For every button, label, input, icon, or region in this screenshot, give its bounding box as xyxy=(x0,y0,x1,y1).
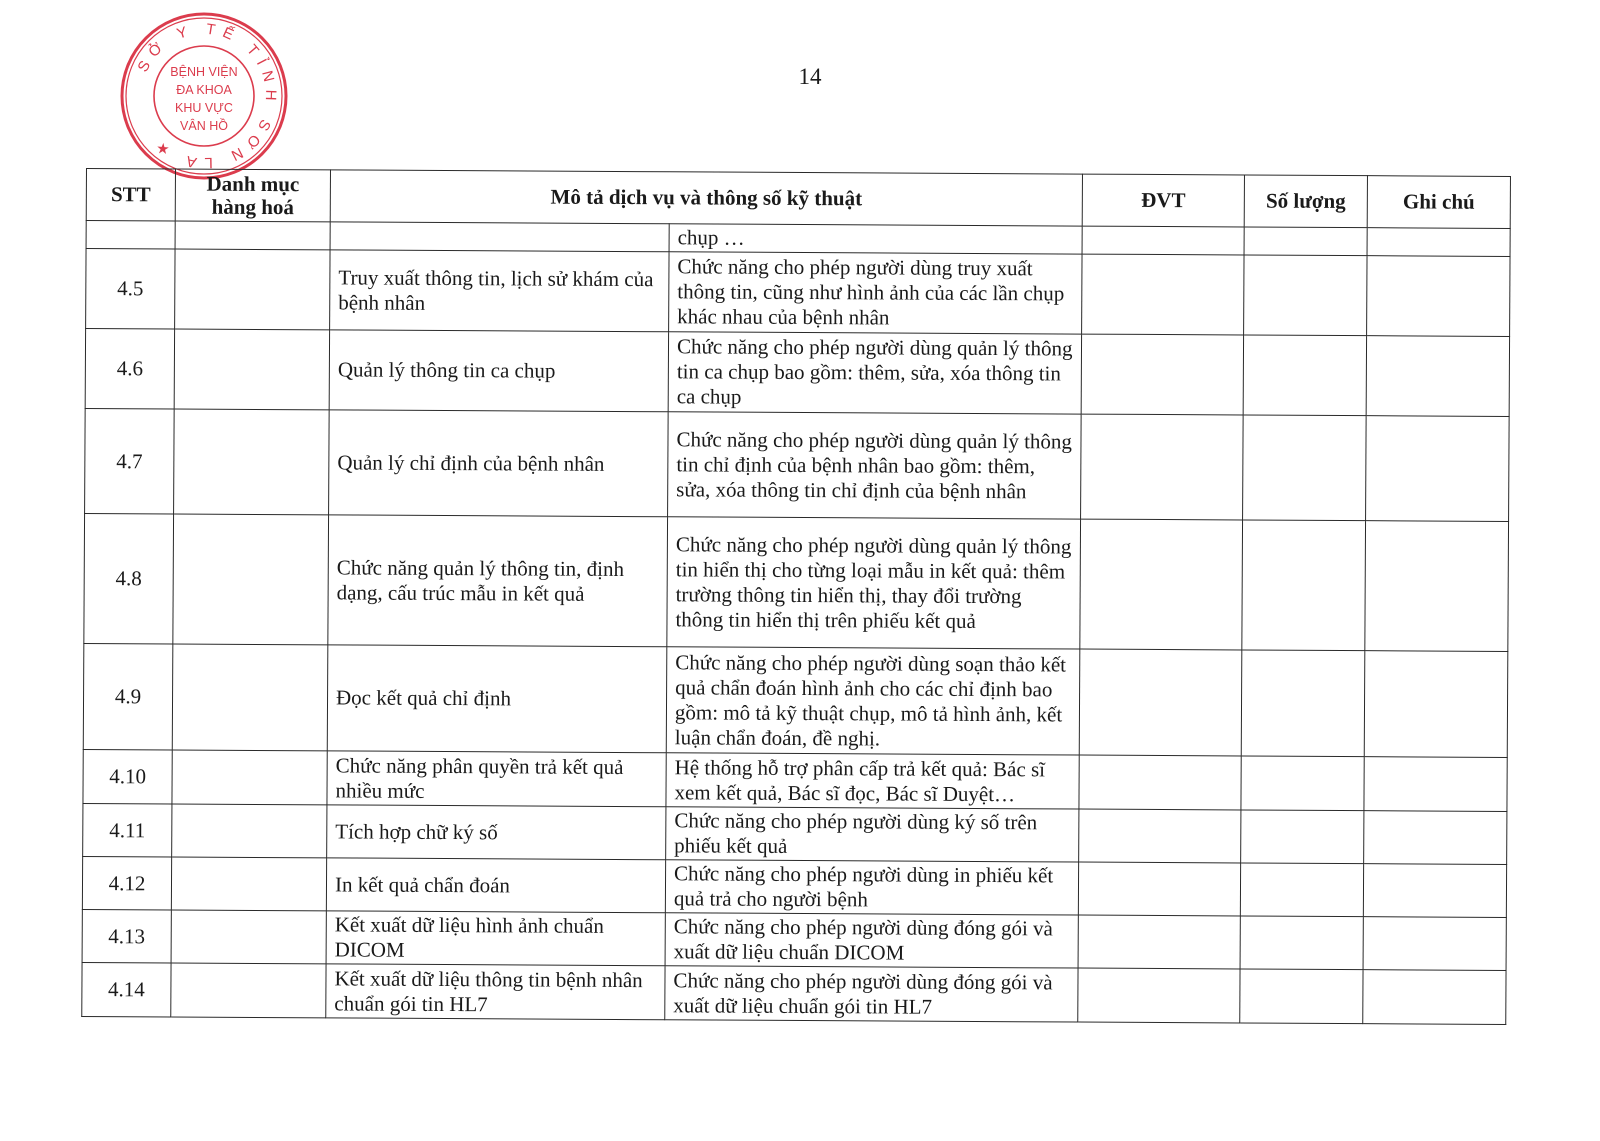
row-quantity xyxy=(1241,756,1364,811)
row-quantity xyxy=(1243,335,1366,416)
svg-text:BỆNH VIỆN: BỆNH VIỆN xyxy=(170,65,238,79)
row-name: Quản lý thông tin ca chụp xyxy=(329,330,668,412)
table-row xyxy=(84,513,1509,651)
row-quantity xyxy=(1240,916,1363,970)
svg-text:KHU VỰC: KHU VỰC xyxy=(175,101,233,115)
row-name: Kết xuất dữ liệu hình ảnh chuẩn DICOM xyxy=(326,911,665,966)
row-stt: 4.12 xyxy=(82,856,171,909)
row-stt: 4.6 xyxy=(85,329,174,409)
row-unit xyxy=(1080,519,1243,650)
row-description: Chức năng cho phép người dùng soạn thảo kết quả chẩn đoán hình ảnh cho các chỉ định bao gồm: mô tả kỹ thuật chụp, mô tả hình ảnh, kết luận chẩn đoán, đề nghị. xyxy=(666,647,1080,755)
row-description: Chức năng cho phép người dùng đóng gói và xuất dữ liệu chuẩn gói tin HL7 xyxy=(665,966,1078,1022)
row-category xyxy=(175,221,330,250)
row-name: Kết xuất dữ liệu thông tin bệnh nhân chuẩn gói tin HL7 xyxy=(326,964,665,1020)
header-quantity: Số lượng xyxy=(1244,175,1367,228)
svg-text:ĐA KHOA: ĐA KHOA xyxy=(176,83,232,97)
table-row xyxy=(82,856,1506,917)
row-stt: 4.10 xyxy=(83,749,172,803)
row-quantity xyxy=(1241,810,1364,864)
table-row xyxy=(83,643,1508,757)
table-row xyxy=(82,909,1506,970)
row-unit xyxy=(1079,755,1241,810)
row-note xyxy=(1366,416,1510,522)
row-note xyxy=(1364,811,1507,865)
header-stt: STT xyxy=(86,169,175,221)
table-row xyxy=(83,803,1507,864)
row-name: Quản lý chỉ định của bệnh nhân xyxy=(329,410,669,517)
row-name xyxy=(330,222,669,252)
row-stt xyxy=(86,221,175,249)
row-stt: 4.5 xyxy=(86,249,175,329)
row-name: In kết quả chẩn đoán xyxy=(326,858,665,913)
row-note xyxy=(1363,917,1506,971)
row-category xyxy=(174,329,329,410)
table-row xyxy=(85,329,1509,417)
row-category xyxy=(171,857,326,911)
row-unit xyxy=(1078,968,1240,1023)
row-note xyxy=(1363,970,1506,1025)
header-description: Mô tả dịch vụ và thông số kỹ thuật xyxy=(330,170,1082,226)
row-name: Chức năng quản lý thông tin, định dạng, cấu trúc mẫu in kết quả xyxy=(328,515,668,647)
svg-text:SỞ Y TẾ TỈNH SƠN LA ★: SỞ Y TẾ TỈNH SƠN LA ★ xyxy=(134,20,280,172)
row-note xyxy=(1363,864,1506,918)
row-unit xyxy=(1081,334,1243,415)
row-quantity xyxy=(1242,520,1366,651)
row-unit xyxy=(1082,226,1244,255)
row-category xyxy=(172,804,327,858)
row-category xyxy=(171,910,326,964)
row-quantity xyxy=(1241,650,1365,757)
row-note xyxy=(1365,521,1509,652)
row-unit xyxy=(1079,809,1241,863)
row-note xyxy=(1364,757,1507,812)
table-row xyxy=(85,408,1510,521)
table-row xyxy=(86,249,1510,337)
row-description: Chức năng cho phép người dùng quản lý thông tin chỉ định của bệnh nhân bao gồm: thêm, sửa, xóa thông tin chỉ định của bệnh nhân xyxy=(668,412,1082,519)
hospital-seal-stamp xyxy=(118,10,290,182)
table-row xyxy=(83,749,1507,811)
row-description: Chức năng cho phép người dùng truy xuất thông tin, cũng như hình ảnh của các lần chụp khác nhau của bệnh nhân xyxy=(669,252,1082,334)
header-category: Danh mục hàng hoá xyxy=(175,169,330,222)
row-note xyxy=(1367,256,1510,337)
row-stt: 4.13 xyxy=(82,909,171,962)
row-quantity xyxy=(1244,227,1367,256)
row-unit xyxy=(1078,915,1240,969)
row-description: Chức năng cho phép người dùng in phiếu kết quả trả cho người bệnh xyxy=(665,860,1078,915)
row-quantity xyxy=(1240,863,1363,917)
row-category xyxy=(175,249,330,330)
row-description: Chức năng cho phép người dùng đóng gói và xuất dữ liệu chuẩn DICOM xyxy=(665,913,1078,968)
row-description: chụp … xyxy=(669,224,1082,254)
row-name: Đọc kết quả chỉ định xyxy=(327,645,667,753)
row-quantity xyxy=(1244,255,1367,336)
row-description: Chức năng cho phép người dùng quản lý thông tin hiển thị cho từng loại mẫu in kết quả: thêm trường thông tin hiển thị, thay đổi trường thông tin hiển thị trên phiếu kết quả xyxy=(667,517,1081,649)
row-description: Chức năng cho phép người dùng ký số trên phiếu kết quả xyxy=(666,807,1079,862)
row-category xyxy=(171,963,326,1018)
row-category xyxy=(174,409,330,515)
row-category xyxy=(172,750,327,805)
header-note: Ghi chú xyxy=(1367,176,1510,229)
table-header-row xyxy=(86,169,1510,229)
header-unit: ĐVT xyxy=(1082,174,1244,227)
row-unit xyxy=(1082,254,1244,335)
row-stt: 4.14 xyxy=(82,962,171,1016)
row-note xyxy=(1367,228,1510,257)
row-description: Hệ thống hỗ trợ phân cấp trả kết quả: Bác sĩ xem kết quả, Bác sĩ đọc, Bác sĩ Duyệt… xyxy=(666,753,1079,809)
specification-table xyxy=(81,168,1511,1025)
row-name: Tích hợp chữ ký số xyxy=(327,805,666,860)
row-unit xyxy=(1079,649,1242,756)
row-unit xyxy=(1081,414,1244,520)
row-name: Truy xuất thông tin, lịch sử khám của bệnh nhân xyxy=(330,250,669,332)
row-category xyxy=(173,514,329,645)
page-number: 14 xyxy=(798,64,822,89)
row-note xyxy=(1364,651,1508,758)
table-row xyxy=(82,962,1506,1024)
row-quantity xyxy=(1243,415,1367,521)
row-stt: 4.8 xyxy=(84,513,174,643)
row-name: Chức năng phân quyền trả kết quả nhiều mức xyxy=(327,751,666,807)
row-quantity xyxy=(1240,969,1363,1024)
row-category xyxy=(172,644,328,751)
svg-text:VÂN HỒ: VÂN HỒ xyxy=(180,119,228,133)
row-stt: 4.9 xyxy=(83,643,173,749)
row-unit xyxy=(1078,862,1240,916)
row-note xyxy=(1366,336,1509,417)
row-stt: 4.7 xyxy=(85,408,175,513)
row-stt: 4.11 xyxy=(83,803,172,856)
row-description: Chức năng cho phép người dùng quản lý thông tin ca chụp bao gồm: thêm, sửa, xóa thông tin ca chụp xyxy=(668,332,1081,414)
